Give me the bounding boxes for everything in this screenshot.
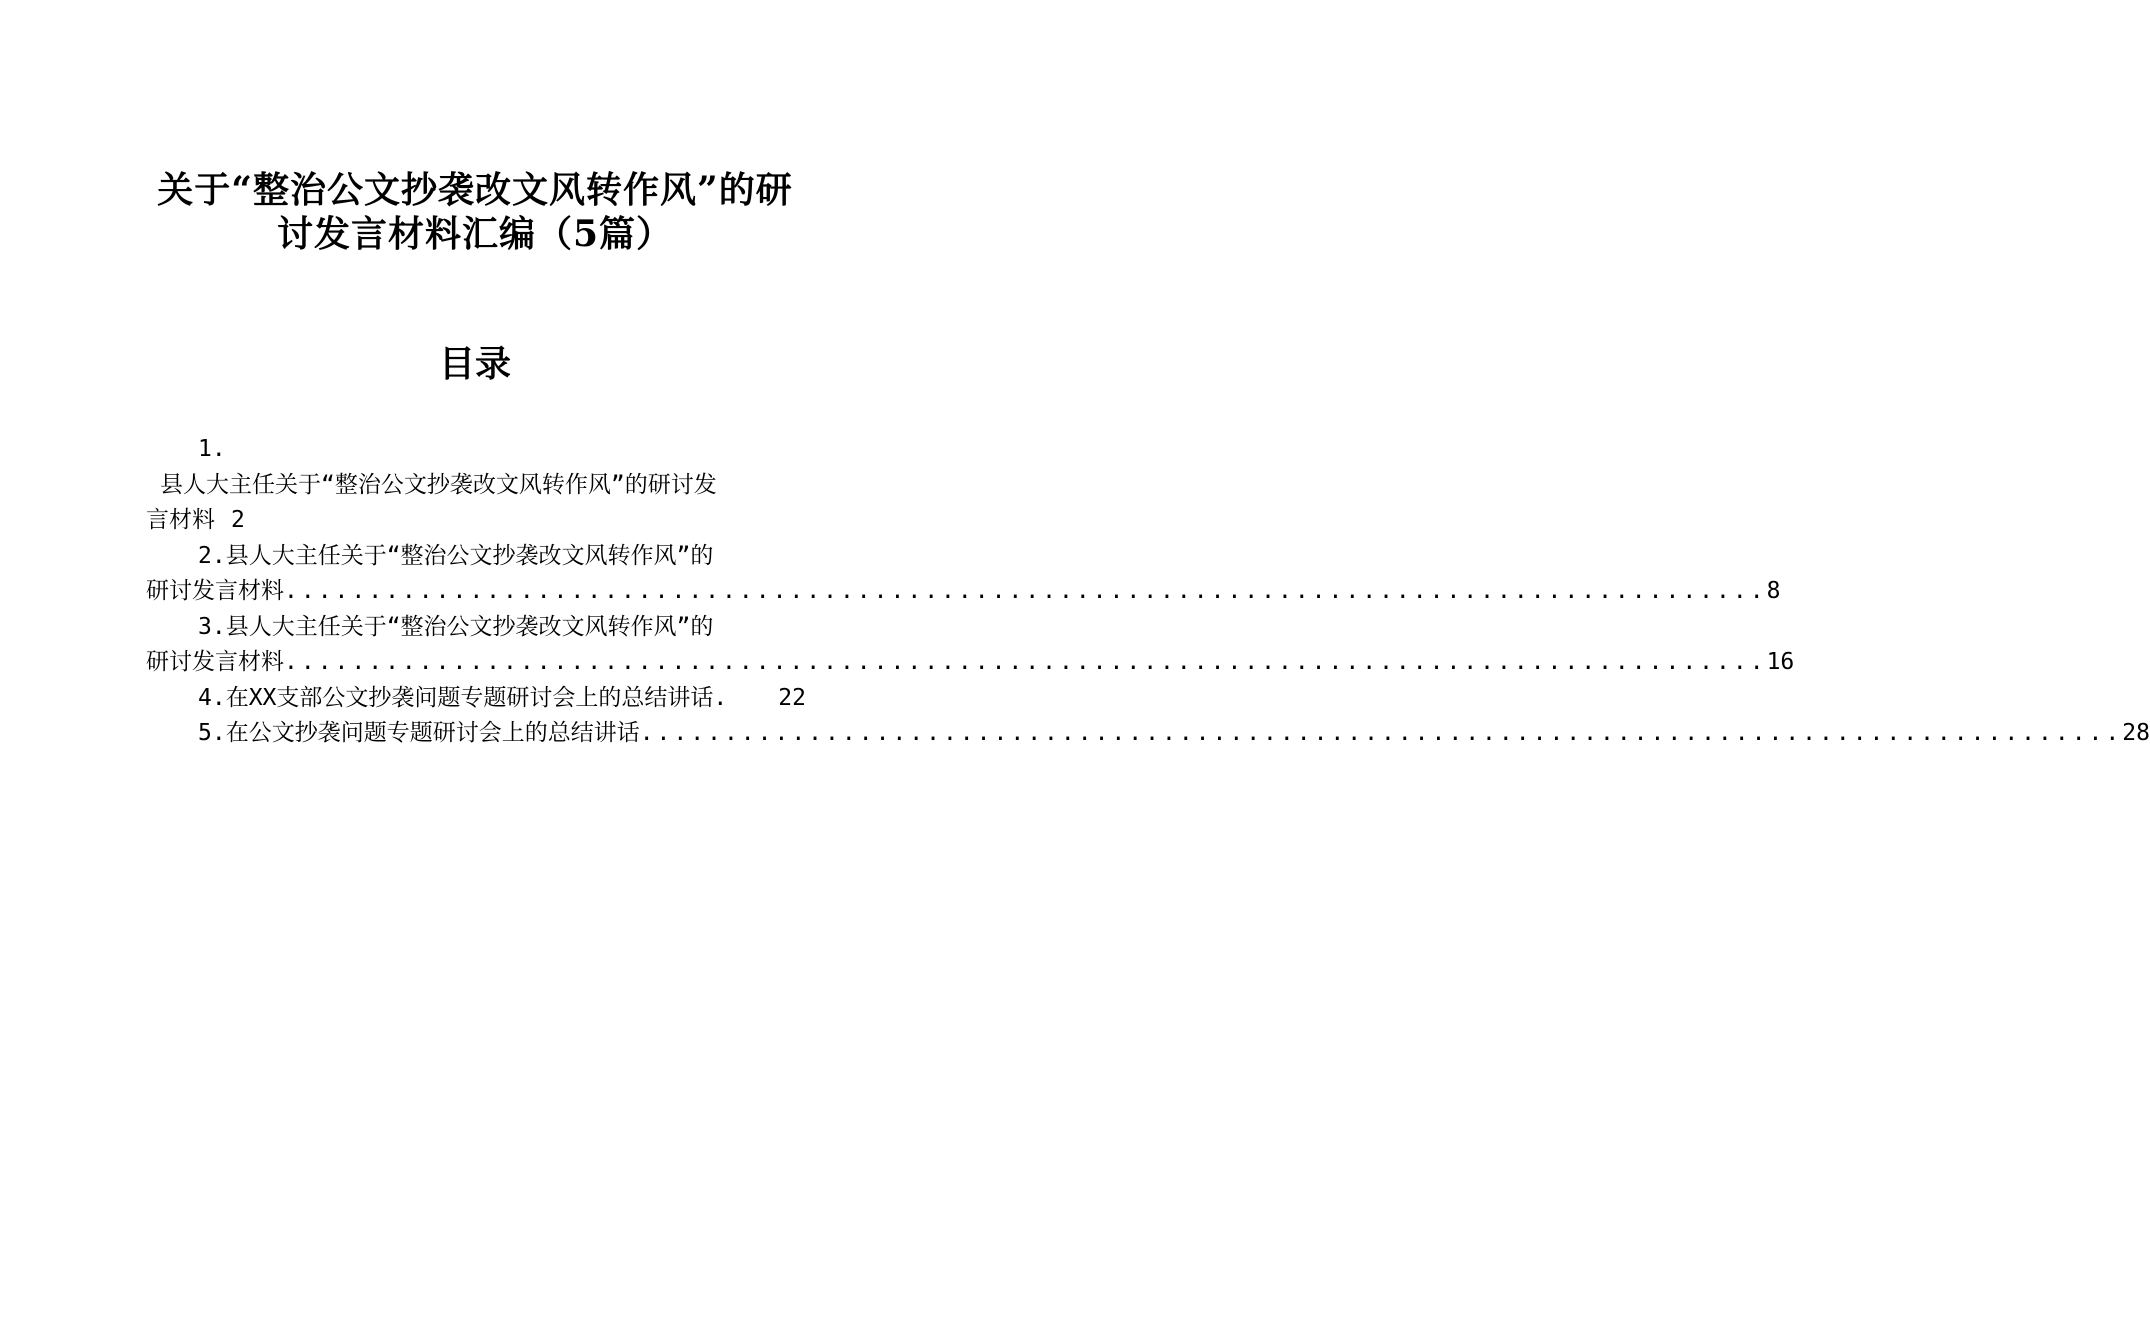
toc-page-number: 16 xyxy=(1766,649,1795,675)
toc-entry-3-line-b[interactable] xyxy=(146,645,1795,681)
toc-entry-title: 县人大主任关于“整治公文抄袭改文风转作风”的研讨发 xyxy=(160,471,717,498)
toc-entry-4[interactable] xyxy=(146,681,806,717)
toc-entry-1-line-b[interactable] xyxy=(146,503,806,539)
toc-page-number: 2 xyxy=(231,507,245,533)
toc-entry-2-line-a[interactable] xyxy=(146,539,806,575)
toc-heading: 目录 xyxy=(438,343,511,385)
toc-entry-title: 3.县人大主任关于“整治公文抄袭改文风转作风”的 xyxy=(198,613,714,640)
toc-entry-title: 2.县人大主任关于“整治公文抄袭改文风转作风”的 xyxy=(198,542,714,569)
toc-entry-title-continued: 研讨发言材料 xyxy=(146,649,284,675)
toc-entry-1-number[interactable] xyxy=(146,432,806,468)
document-title-line-2: 讨发言材料汇编（5篇） xyxy=(276,213,674,255)
toc-entry-2-line-b[interactable] xyxy=(146,574,1781,610)
toc-leader-dots: ........................................................................................ xyxy=(639,720,2123,746)
toc-entry-title-continued: 言材料 xyxy=(146,507,215,533)
toc-leader-dots: ........................................................................................ xyxy=(284,649,1767,675)
toc-entry-3-line-a[interactable] xyxy=(146,610,806,646)
table-of-contents xyxy=(146,432,2150,752)
toc-page-number: 8 xyxy=(1766,578,1781,604)
toc-page-number: 22 xyxy=(778,684,806,711)
document-title-line-1: 关于“整治公文抄袭改文风转作风”的研 xyxy=(157,169,793,211)
toc-leader-dots: ........................................................................................ xyxy=(284,578,1767,604)
toc-entry-5[interactable] xyxy=(146,716,2150,752)
toc-entry-title: 4.在XX支部公文抄袭问题专题研讨会上的总结讲话. xyxy=(198,684,728,711)
toc-page-number: 28 xyxy=(2122,720,2150,746)
toc-entry-number: 1. xyxy=(198,436,226,462)
toc-entry-title-continued: 研讨发言材料 xyxy=(146,578,284,604)
toc-entry-1-line-a[interactable] xyxy=(146,468,806,504)
toc-entry-title: 5.在公文抄袭问题专题研讨会上的总结讲话 xyxy=(198,720,640,746)
